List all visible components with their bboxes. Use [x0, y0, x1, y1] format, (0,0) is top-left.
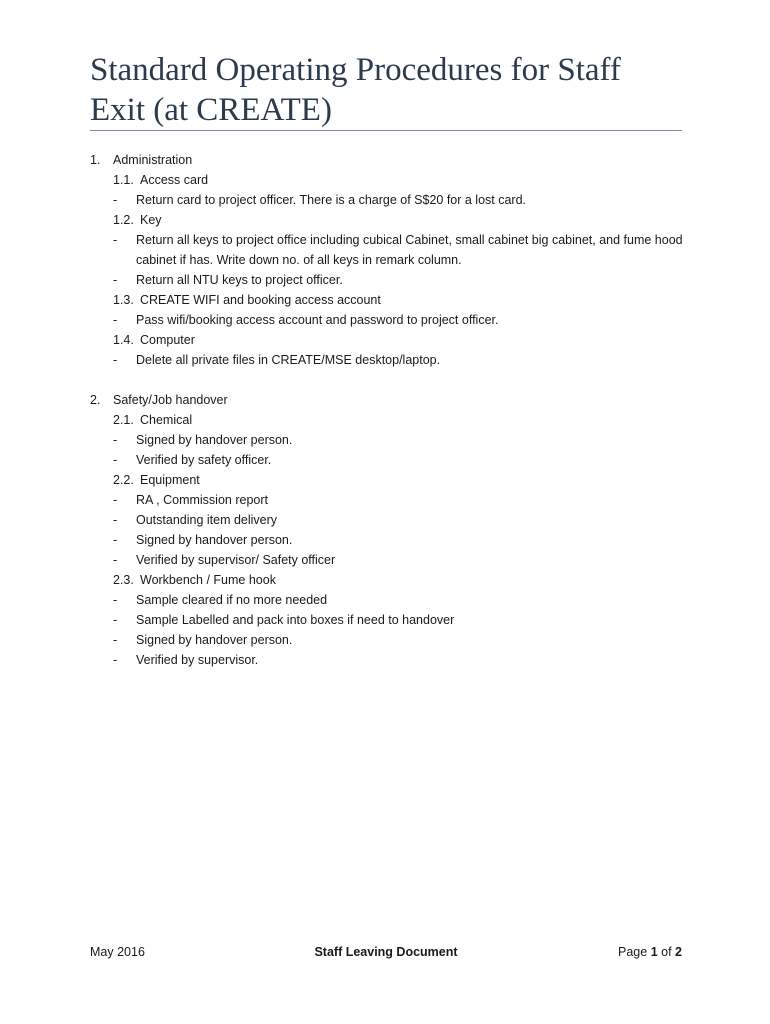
bullet-text: Return card to project officer. There is a charge of S$20 for a lost card. [136, 193, 527, 207]
page-of: of [661, 945, 672, 959]
list-item [90, 430, 690, 450]
bullet-marker: - [113, 493, 118, 507]
bullet-marker: - [113, 653, 118, 667]
bullet-marker: - [113, 553, 118, 567]
footer-document-name: Staff Leaving Document [314, 945, 458, 959]
bullet-text: Return all keys to project office including cubical Cabinet, small cabinet big cabinet, and fume hood cabinet if has. Write down no. of all keys in remark column. [136, 233, 683, 267]
bullet-marker: - [113, 533, 118, 547]
list-item [90, 590, 690, 610]
title-line-2: Exit (at CREATE) [90, 92, 332, 128]
bullet-marker: - [113, 593, 118, 607]
subsection-heading [90, 170, 690, 190]
page-footer [90, 942, 682, 962]
subsection-heading [90, 570, 690, 590]
subsection-number: 1.1. [113, 173, 134, 187]
bullet-marker: - [113, 273, 118, 287]
list-item [90, 490, 690, 510]
bullet-text: Signed by handover person. [136, 433, 293, 447]
bullet-text: Outstanding item delivery [136, 513, 278, 527]
bullet-marker: - [113, 353, 118, 367]
footer-page-number [618, 942, 682, 962]
bullet-marker: - [113, 613, 118, 627]
section-number: 2. [90, 393, 101, 407]
subsection-heading [90, 410, 690, 430]
bullet-marker: - [113, 453, 118, 467]
section-label: Safety/Job handover [113, 393, 228, 407]
footer-date: May 2016 [90, 945, 145, 959]
subsection-label: Chemical [140, 413, 193, 427]
subsection-number: 1.4. [113, 333, 134, 347]
subsection-number: 1.3. [113, 293, 134, 307]
list-item [90, 230, 690, 270]
document-body [90, 150, 690, 690]
page-current: 1 [650, 945, 658, 959]
subsection-heading [90, 330, 690, 350]
page-word: Page [618, 945, 648, 959]
list-item [90, 550, 690, 570]
list-item [90, 310, 690, 330]
list-item [90, 630, 690, 650]
bullet-marker: - [113, 233, 118, 247]
list-item [90, 530, 690, 550]
title-underline-divider [90, 130, 682, 131]
section-administration [90, 150, 690, 370]
bullet-text: Signed by handover person. [136, 533, 293, 547]
bullet-text: Verified by supervisor. [136, 653, 259, 667]
subsection-label: Access card [140, 173, 209, 187]
bullet-marker: - [113, 193, 118, 207]
list-item [90, 190, 690, 210]
bullet-marker: - [113, 633, 118, 647]
list-item [90, 610, 690, 630]
subsection-label: Workbench / Fume hook [140, 573, 276, 587]
bullet-marker: - [113, 313, 118, 327]
section-heading [90, 150, 690, 170]
bullet-text: Sample Labelled and pack into boxes if need to handover [136, 613, 455, 627]
page-title [90, 50, 690, 130]
subsection-number: 2.3. [113, 573, 134, 587]
subsection-heading [90, 290, 690, 310]
subsection-label: Equipment [140, 473, 200, 487]
bullet-text: Sample cleared if no more needed [136, 593, 328, 607]
section-safety-job-handover [90, 390, 690, 670]
list-item [90, 450, 690, 470]
section-heading [90, 390, 690, 410]
subsection-label: Key [140, 213, 162, 227]
list-item [90, 510, 690, 530]
bullet-text: RA , Commission report [136, 493, 268, 507]
subsection-number: 1.2. [113, 213, 134, 227]
subsection-label: CREATE WIFI and booking access account [140, 293, 381, 307]
page-total: 2 [675, 945, 682, 959]
bullet-marker: - [113, 513, 118, 527]
bullet-text: Signed by handover person. [136, 633, 293, 647]
subsection-number: 2.2. [113, 473, 134, 487]
bullet-text: Return all NTU keys to project officer. [136, 273, 343, 287]
list-item [90, 650, 690, 670]
subsection-label: Computer [140, 333, 195, 347]
list-item [90, 270, 690, 290]
bullet-marker: - [113, 433, 118, 447]
section-number: 1. [90, 153, 101, 167]
subsection-heading [90, 470, 690, 490]
section-label: Administration [113, 153, 193, 167]
subsection-number: 2.1. [113, 413, 134, 427]
title-line-1: Standard Operating Procedures for Staff [90, 52, 621, 88]
subsection-heading [90, 210, 690, 230]
bullet-text: Pass wifi/booking access account and password to project officer. [136, 313, 499, 327]
bullet-text: Verified by safety officer. [136, 453, 272, 467]
bullet-text: Verified by supervisor/ Safety officer [136, 553, 336, 567]
list-item [90, 350, 690, 370]
bullet-text: Delete all private files in CREATE/MSE desktop/laptop. [136, 353, 441, 367]
